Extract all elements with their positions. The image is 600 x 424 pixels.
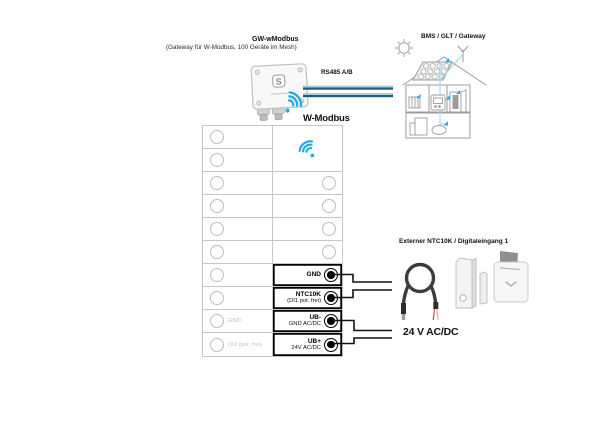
screw-icon xyxy=(298,68,302,72)
terminal-name: NTC10K xyxy=(295,291,321,299)
cable-temp-sensor-icon xyxy=(401,265,438,321)
radiator-icon xyxy=(409,97,420,108)
terminal-circle xyxy=(210,176,224,190)
terminal-row xyxy=(203,126,272,149)
terminal-ntc10k xyxy=(273,287,342,310)
terminal-circle xyxy=(210,314,224,328)
terminal-label: GND xyxy=(228,318,241,324)
terminal-circle xyxy=(210,153,224,167)
wmodbus-label: W-Modbus xyxy=(303,113,350,124)
terminal-block-left-column xyxy=(202,125,273,357)
terminal-block xyxy=(202,125,343,357)
terminal-row xyxy=(203,195,272,218)
terminal-connector-icon xyxy=(324,314,338,328)
door-contact-icon xyxy=(456,258,487,308)
terminal-name: UB- xyxy=(309,314,321,322)
terminal-circle xyxy=(322,199,336,213)
terminal-row xyxy=(203,218,272,241)
terminal-row xyxy=(203,264,272,287)
terminal-circle xyxy=(210,338,224,352)
wmodbus-cell xyxy=(273,126,342,172)
terminal-circle xyxy=(210,222,224,236)
bms-glt-gateway-label: BMS / GLT / Gateway xyxy=(421,33,486,40)
terminal-sub: (DI1 pot. frei) xyxy=(287,298,321,305)
rs485-label: RS485 A/B xyxy=(321,69,353,76)
terminal-connector-icon xyxy=(324,268,338,282)
terminal-circle xyxy=(322,176,336,190)
terminal-connector-icon xyxy=(324,291,338,305)
terminal-name: GND xyxy=(306,271,321,279)
terminal-row xyxy=(273,218,342,241)
key-card-holder-icon xyxy=(494,251,528,302)
terminal-row xyxy=(273,172,342,195)
terminal-name: UB+ xyxy=(307,337,321,345)
terminal-label: DI2 (pot. frei) xyxy=(228,341,262,348)
terminal-circle xyxy=(322,245,336,259)
gateway-title: GW-wModbus xyxy=(252,36,299,43)
terminal-row xyxy=(273,241,342,264)
terminal-ub-minus xyxy=(273,310,342,333)
external-sensors-image xyxy=(394,248,534,328)
terminal-block-right-column xyxy=(272,125,343,357)
device-logo: S xyxy=(275,76,283,87)
terminal-row xyxy=(203,287,272,310)
terminal-sub: 24V AC/DC xyxy=(291,344,321,351)
terminal-row xyxy=(203,241,272,264)
terminal-row xyxy=(203,149,272,172)
terminal-row-di2 xyxy=(203,333,272,356)
terminal-gnd xyxy=(273,264,342,287)
screw-icon xyxy=(257,101,261,105)
terminal-circle xyxy=(210,268,224,282)
external-ntc10k-digital-input-label: Externer NTC10K / Digitaleingang 1 xyxy=(399,238,509,245)
terminal-circle xyxy=(210,291,224,305)
wmodbus-wifi-icon xyxy=(294,136,322,162)
terminal-row-gnd xyxy=(203,310,272,333)
gateway-subtitle: (Gateway für W-Modbus, 100 Geräte im Mesh) xyxy=(166,44,297,51)
thermostat-icon xyxy=(431,95,445,110)
terminal-circle xyxy=(210,130,224,144)
terminal-sub: GND AC/DC xyxy=(288,321,321,328)
terminal-connector-icon xyxy=(324,338,338,352)
solar-panel-icon xyxy=(413,62,452,80)
terminal-circle xyxy=(322,222,336,236)
sun-icon xyxy=(395,39,413,57)
terminal-ub-plus xyxy=(273,333,342,356)
terminal-row xyxy=(203,172,272,195)
building-illustration xyxy=(392,36,497,146)
terminal-circle xyxy=(210,245,224,259)
screw-icon xyxy=(255,70,259,74)
terminal-row xyxy=(273,195,342,218)
terminal-circle xyxy=(210,199,224,213)
power-supply-label: 24 V AC/DC xyxy=(403,326,459,338)
